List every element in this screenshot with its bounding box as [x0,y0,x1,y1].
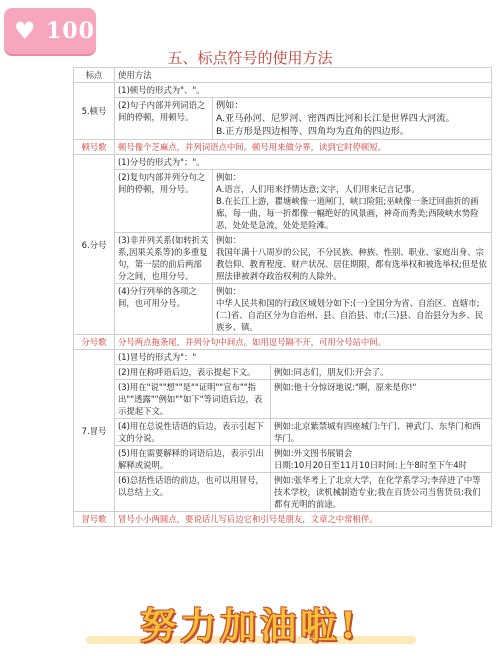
rule-text: (2)用在称呼语后边，表示提起下文。 [115,365,271,379]
song-text: 顿号像个芝麻点，并列词语点中间。顿号用来做分界，读到它时停顿短。 [118,142,386,152]
section-label: 7.冒号 [74,350,115,511]
rule-text: (3)非并列关系(如转折关系,因果关系等)的多重复句，第一层的前后两部分之间，也用分号。 [115,233,213,283]
punctuation-table [73,67,492,527]
example-text: 例如:同志们，朋友们:开会了。 [274,367,389,377]
example-text: 例如:外文图书展销会 日期:10月20日至11月10日时间:上午8时至下午4时 [274,448,467,470]
song-label: 分号歌 [74,335,115,349]
song-fenhao [74,335,492,350]
song-text: 冒号小小两圆点，要说话儿写后边它和引号是朋友，文章之中常相伴。 [118,514,378,524]
header-col-punct: 标点 [74,68,115,82]
rule-text: (2)复句内部并列分句之间的停顿，用分号。 [115,170,213,232]
section-dunhao [74,83,492,140]
example-text: 例如:北京紫禁城有四座城门:午门、神武门、东华门和西华门。 [274,421,481,443]
rule-text: (1)顿号的形式为"、"。 [118,85,205,95]
section-label: 6.分号 [74,155,115,334]
example-text: 例如： A.亚马孙河、尼罗河、密西西比河和长江是世界四大河流。 B.正方形是四边相等、四角均为直角的四边形。 [216,100,455,137]
rule-text: (2)句子内部并列词语之间的停顿，用顿号。 [115,98,213,139]
heart-icon: ♥ [14,17,36,45]
score-number: 100 [46,18,95,44]
rule-text: (4)分行列举的各项之间，也可用分号。 [115,284,213,334]
rule-text: (6)总括性话语的前边，也可以用冒号，以总结上文。 [115,473,271,511]
rule-text: (1)冒号的形式为"：" [118,352,197,362]
header-col-usage: 使用方法 [118,70,152,80]
rule-text: (3)用在"说""想""是""证明""宣布""指出""透露""例如""如下"等词语后边，表示提起下文。 [115,380,271,418]
section-fenhao [74,155,492,335]
example-text: 例如： A.语言，人们用来抒情达意;文字，人们用来记言记事。 B.在长江上游，瞿塘峡像一道闸门，峡口险阻;巫峡像一条迂回曲折的画廊，每一曲，每一折都像一幅绝好的风景画，神奇而秀美;西陵峡水势险恶，处处是急流，处处是险滩。 [216,172,479,230]
song-maohao [74,512,492,527]
section-maohao [74,350,492,512]
example-text: 例如:张华考上了北京大学，在化学系学习;李萍进了中等技术学校，读机械制造专业;我在百货公司当售货员:我们都有光明的前途。 [274,475,481,509]
page-title: 五、标点符号的使用方法 [167,49,333,67]
table-header [74,68,492,83]
encouragement-banner: 努力加油啦! [140,605,360,647]
example-text: 例如： 我国年满十八周岁的公民，不分民族、种族、性别、职业、家庭出身、宗教信仰、教育程度、财产状况、居住期限，都有选举权和被选举权;但是依照法律被剥夺政治权利的人除外。 [216,235,487,281]
example-text: 例如： 中华人民共和国的行政区域划分如下:(一)全国分为省、自治区、直辖市;(二)省、自治区分为自治州、县、自治县、市;(三)县、自治县分为乡、民族乡、镇。 [216,286,484,332]
rule-text: (1)分号的形式为"；"。 [118,157,205,167]
song-label: 冒号歌 [74,512,115,526]
section-label: 5.顿号 [74,83,115,139]
rule-text: (4)用在总说性话语的后边，表示引起下文的分说。 [115,419,271,445]
song-label: 顿号歌 [74,140,115,154]
song-text: 分号两点拖条尾，并列分句中间点。如用逗号隔不开，可用分号站中间。 [118,337,386,347]
song-dunhao [74,140,492,155]
rule-text: (5)用在需要解释的词语后边，表示引出解释或说明。 [115,446,271,472]
example-text: 例如:他十分惊讶地说:"啊，原来是你!" [274,382,417,392]
